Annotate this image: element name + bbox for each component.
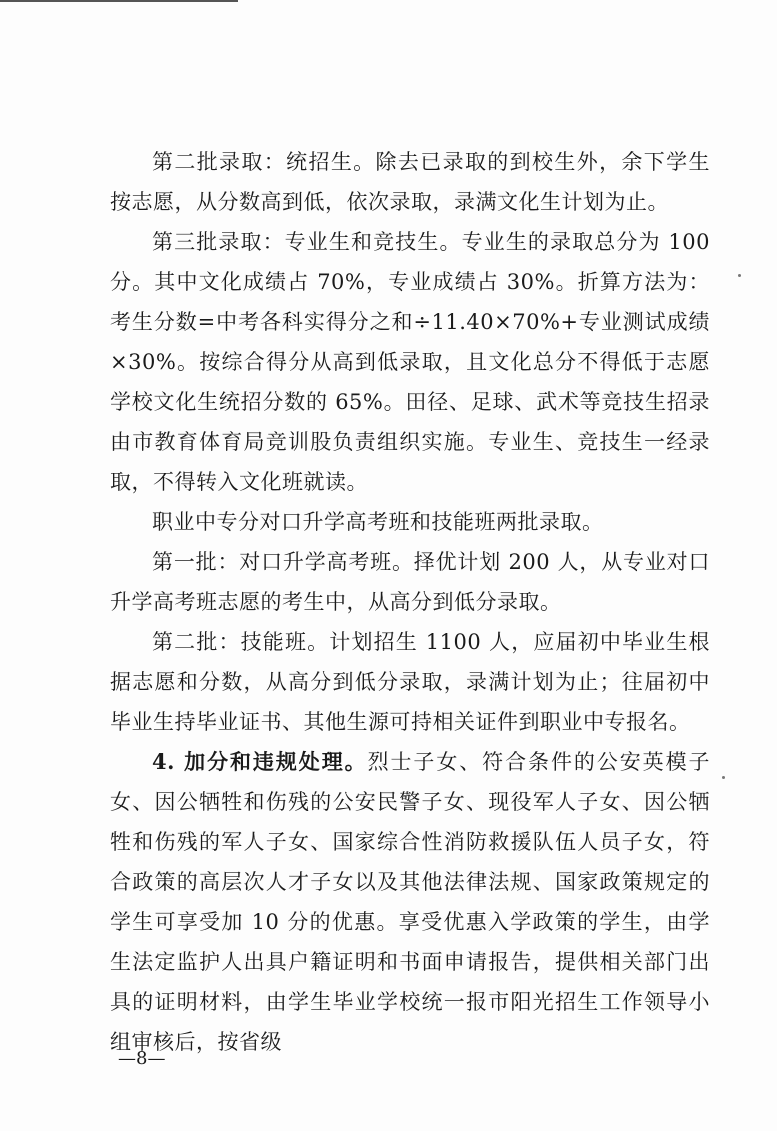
- paragraph-section-4: [110, 742, 710, 1062]
- body-text: [110, 142, 710, 1062]
- scan-speck: [738, 274, 741, 277]
- section-4-heading: 4. 加分和违规处理。: [152, 749, 368, 774]
- paragraph-vocational-first-batch: 第一批：对口升学高考班。择优计划 200 人，从专业对口升学高考班志愿的考生中，从高分到低分录取。: [110, 550, 710, 614]
- scan-speck: [722, 776, 725, 779]
- section-4-text: 烈士子女、符合条件的公安英模子女、因公牺牲和伤残的公安民警子女、现役军人子女、因公牺牲和伤残的军人子女、国家综合性消防救援队伍人员子女，符合政策的高层次人才子女以及其他法律法规、国家政策规定的学生可享受加 10 分的优惠。享受优惠入学政策的学生，由学生法定监护人出具户籍证明和书面申请报告，提供相关部门出具的证明材料，由学生毕业学校统一报市阳光招生工作领导小组审核后，按省级: [110, 750, 711, 1054]
- paragraph-third-batch: 第三批录取：专业生和竞技生。专业生的录取总分为 100 分。其中文化成绩占 70%，专业成绩占 30%。折算方法为：考生分数=中考各科实得分之和÷11.40×70%+专业测试成绩×30%。按综合得分从高到低录取，且文化总分不得低于志愿学校文化生统招分数的 65%。田径、足球、武术等竞技生招录由市教育体育局竞训股负责组织实施。专业生、竞技生一经录取，不得转入文化班就读。: [110, 230, 710, 494]
- paragraph-vocational-second-batch: 第二批：技能班。计划招生 1100 人，应届初中毕业生根据志愿和分数，从高分到低分录取，录满计划为止；往届初中毕业生持毕业证书、其他生源可持相关证件到职业中专报名。: [110, 630, 710, 734]
- header-rule: [0, 0, 238, 2]
- paragraph-vocational-intro: 职业中专分对口升学高考班和技能班两批录取。: [152, 510, 604, 534]
- paragraph-second-batch: 第二批录取：统招生。除去已录取的到校生外，余下学生按志愿，从分数高到低，依次录取，录满文化生计划为止。: [110, 150, 710, 214]
- page-number: —8—: [118, 1048, 166, 1069]
